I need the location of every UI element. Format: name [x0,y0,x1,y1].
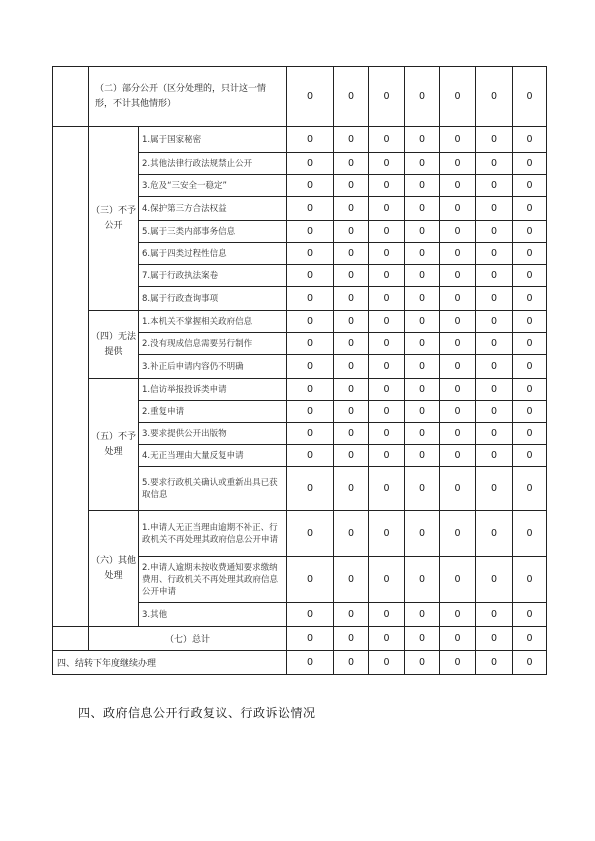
value-cell: 0 [287,175,334,197]
value-cell: 0 [513,197,547,221]
value-cell: 0 [440,333,476,355]
value-cell: 0 [513,67,547,127]
value-cell: 0 [476,445,513,467]
value-cell: 0 [334,467,369,511]
value-cell: 0 [440,445,476,467]
row-label: 3.其他 [139,603,287,627]
value-cell: 0 [405,557,440,603]
value-cell: 0 [369,445,405,467]
value-cell: 0 [405,511,440,557]
table-row [53,379,547,401]
value-cell: 0 [440,153,476,175]
value-cell: 0 [476,355,513,379]
value-cell: 0 [369,557,405,603]
row-label: 4.无正当理由大量反复申请 [139,445,287,467]
value-cell: 0 [476,603,513,627]
value-cell: 0 [369,355,405,379]
value-cell: 0 [334,175,369,197]
value-cell: 0 [513,153,547,175]
group-label: （五）不予处理 [89,379,139,511]
value-cell: 0 [440,467,476,511]
value-cell: 0 [369,311,405,333]
section-heading: 四、政府信息公开行政复议、行政诉讼情况 [78,706,316,720]
value-cell: 0 [287,265,334,287]
value-cell: 0 [513,311,547,333]
value-cell: 0 [369,511,405,557]
value-cell: 0 [334,265,369,287]
statistics-table [52,66,547,675]
value-cell: 0 [405,627,440,651]
value-cell: 0 [440,243,476,265]
row-label: 1.信访举报投诉类申请 [139,379,287,401]
value-cell: 0 [405,243,440,265]
value-cell: 0 [369,627,405,651]
value-cell: 0 [440,379,476,401]
value-cell: 0 [476,651,513,675]
table-row [53,127,547,153]
value-cell: 0 [440,355,476,379]
value-cell: 0 [405,287,440,311]
row-label: 3.危及“三安全一稳定” [139,175,287,197]
value-cell: 0 [440,511,476,557]
value-cell: 0 [334,557,369,603]
value-cell: 0 [369,243,405,265]
value-cell: 0 [405,127,440,153]
value-cell: 0 [287,511,334,557]
value-cell: 0 [513,127,547,153]
value-cell: 0 [440,127,476,153]
row-label: 8.属于行政查询事项 [139,287,287,311]
value-cell: 0 [369,467,405,511]
value-cell: 0 [476,287,513,311]
value-cell: 0 [513,333,547,355]
row-spacer-cell [53,127,89,627]
value-cell: 0 [287,221,334,243]
value-cell: 0 [476,153,513,175]
value-cell: 0 [287,445,334,467]
value-cell: 0 [476,379,513,401]
value-cell: 0 [334,311,369,333]
value-cell: 0 [369,401,405,423]
value-cell: 0 [476,221,513,243]
row-label: 1.申请人无正当理由逾期不补正、行政机关不再处理其政府信息公开申请 [139,511,287,557]
value-cell: 0 [513,287,547,311]
value-cell: 0 [369,221,405,243]
value-cell: 0 [369,603,405,627]
value-cell: 0 [440,197,476,221]
value-cell: 0 [513,627,547,651]
value-cell: 0 [334,355,369,379]
group-label: （四）无法提供 [89,311,139,379]
value-cell: 0 [334,243,369,265]
value-cell: 0 [405,333,440,355]
value-cell: 0 [405,175,440,197]
value-cell: 0 [513,467,547,511]
value-cell: 0 [287,127,334,153]
value-cell: 0 [405,401,440,423]
row-label: 1.属于国家秘密 [139,127,287,153]
value-cell: 0 [334,651,369,675]
row-spacer-cell [53,67,89,127]
value-cell: 0 [334,287,369,311]
value-cell: 0 [287,311,334,333]
value-cell: 0 [440,265,476,287]
value-cell: 0 [287,627,334,651]
value-cell: 0 [513,603,547,627]
value-cell: 0 [405,265,440,287]
value-cell: 0 [334,127,369,153]
value-cell: 0 [334,153,369,175]
row-label: 2.申请人逾期未按收费通知要求缴纳费用、行政机关不再处理其政府信息公开申请 [139,557,287,603]
value-cell: 0 [334,67,369,127]
value-cell: 0 [287,557,334,603]
value-cell: 0 [476,175,513,197]
value-cell: 0 [287,379,334,401]
value-cell: 0 [476,197,513,221]
value-cell: 0 [369,379,405,401]
value-cell: 0 [405,311,440,333]
value-cell: 0 [476,467,513,511]
total-label: （七）总计 [89,627,287,651]
value-cell: 0 [405,67,440,127]
value-cell: 0 [405,467,440,511]
carry-over-row [53,651,547,675]
value-cell: 0 [405,355,440,379]
value-cell: 0 [513,651,547,675]
value-cell: 0 [287,287,334,311]
group-label: （三）不予公开 [89,127,139,311]
value-cell: 0 [476,127,513,153]
value-cell: 0 [405,221,440,243]
value-cell: 0 [287,153,334,175]
row-label: （二）部分公开（区分处理的，只计这一情形，不计其他情形） [89,67,287,127]
value-cell: 0 [369,265,405,287]
value-cell: 0 [369,287,405,311]
value-cell: 0 [476,333,513,355]
value-cell: 0 [476,311,513,333]
value-cell: 0 [440,651,476,675]
row-label: 3.补正后申请内容仍不明确 [139,355,287,379]
value-cell: 0 [513,175,547,197]
group-label: （六）其他处理 [89,511,139,627]
table-row [53,311,547,333]
value-cell: 0 [440,311,476,333]
value-cell: 0 [287,197,334,221]
value-cell: 0 [476,511,513,557]
row-label: 2.没有现成信息需要另行制作 [139,333,287,355]
value-cell: 0 [334,221,369,243]
value-cell: 0 [369,651,405,675]
value-cell: 0 [405,603,440,627]
value-cell: 0 [369,423,405,445]
statistics-table-body [53,67,547,675]
value-cell: 0 [334,603,369,627]
value-cell: 0 [440,221,476,243]
value-cell: 0 [513,221,547,243]
value-cell: 0 [513,243,547,265]
value-cell: 0 [476,423,513,445]
value-cell: 0 [476,243,513,265]
value-cell: 0 [369,333,405,355]
value-cell: 0 [287,333,334,355]
value-cell: 0 [513,379,547,401]
value-cell: 0 [334,627,369,651]
value-cell: 0 [513,265,547,287]
table-row [53,67,547,127]
value-cell: 0 [476,401,513,423]
value-cell: 0 [287,467,334,511]
value-cell: 0 [369,127,405,153]
value-cell: 0 [405,651,440,675]
value-cell: 0 [476,265,513,287]
value-cell: 0 [513,355,547,379]
value-cell: 0 [440,627,476,651]
value-cell: 0 [369,67,405,127]
row-spacer-cell [53,627,89,651]
row-label: 5.属于三类内部事务信息 [139,221,287,243]
value-cell: 0 [405,153,440,175]
value-cell: 0 [369,175,405,197]
value-cell: 0 [334,423,369,445]
row-label: 2.重复申请 [139,401,287,423]
value-cell: 0 [405,445,440,467]
table-row [53,511,547,557]
value-cell: 0 [334,511,369,557]
value-cell: 0 [440,557,476,603]
value-cell: 0 [334,379,369,401]
value-cell: 0 [405,379,440,401]
value-cell: 0 [405,423,440,445]
row-label: 7.属于行政执法案卷 [139,265,287,287]
value-cell: 0 [287,67,334,127]
row-label: 3.要求提供公开出版物 [139,423,287,445]
value-cell: 0 [513,557,547,603]
row-label: 4.保护第三方合法权益 [139,197,287,221]
value-cell: 0 [287,401,334,423]
value-cell: 0 [334,401,369,423]
value-cell: 0 [440,67,476,127]
value-cell: 0 [440,175,476,197]
value-cell: 0 [334,333,369,355]
value-cell: 0 [513,511,547,557]
carry-over-label: 四、结转下年度继续办理 [53,651,287,675]
row-label: 5.要求行政机关确认或重新出具已获取信息 [139,467,287,511]
value-cell: 0 [440,401,476,423]
row-label: 6.属于四类过程性信息 [139,243,287,265]
value-cell: 0 [513,445,547,467]
value-cell: 0 [476,67,513,127]
value-cell: 0 [369,153,405,175]
value-cell: 0 [513,423,547,445]
value-cell: 0 [287,243,334,265]
value-cell: 0 [513,401,547,423]
value-cell: 0 [334,445,369,467]
value-cell: 0 [287,603,334,627]
row-label: 2.其他法律行政法规禁止公开 [139,153,287,175]
value-cell: 0 [287,355,334,379]
total-row [53,627,547,651]
row-label: 1.本机关不掌握相关政府信息 [139,311,287,333]
value-cell: 0 [440,423,476,445]
value-cell: 0 [476,627,513,651]
value-cell: 0 [287,651,334,675]
value-cell: 0 [405,197,440,221]
value-cell: 0 [369,197,405,221]
value-cell: 0 [440,287,476,311]
value-cell: 0 [287,423,334,445]
value-cell: 0 [476,557,513,603]
value-cell: 0 [334,197,369,221]
value-cell: 0 [440,603,476,627]
